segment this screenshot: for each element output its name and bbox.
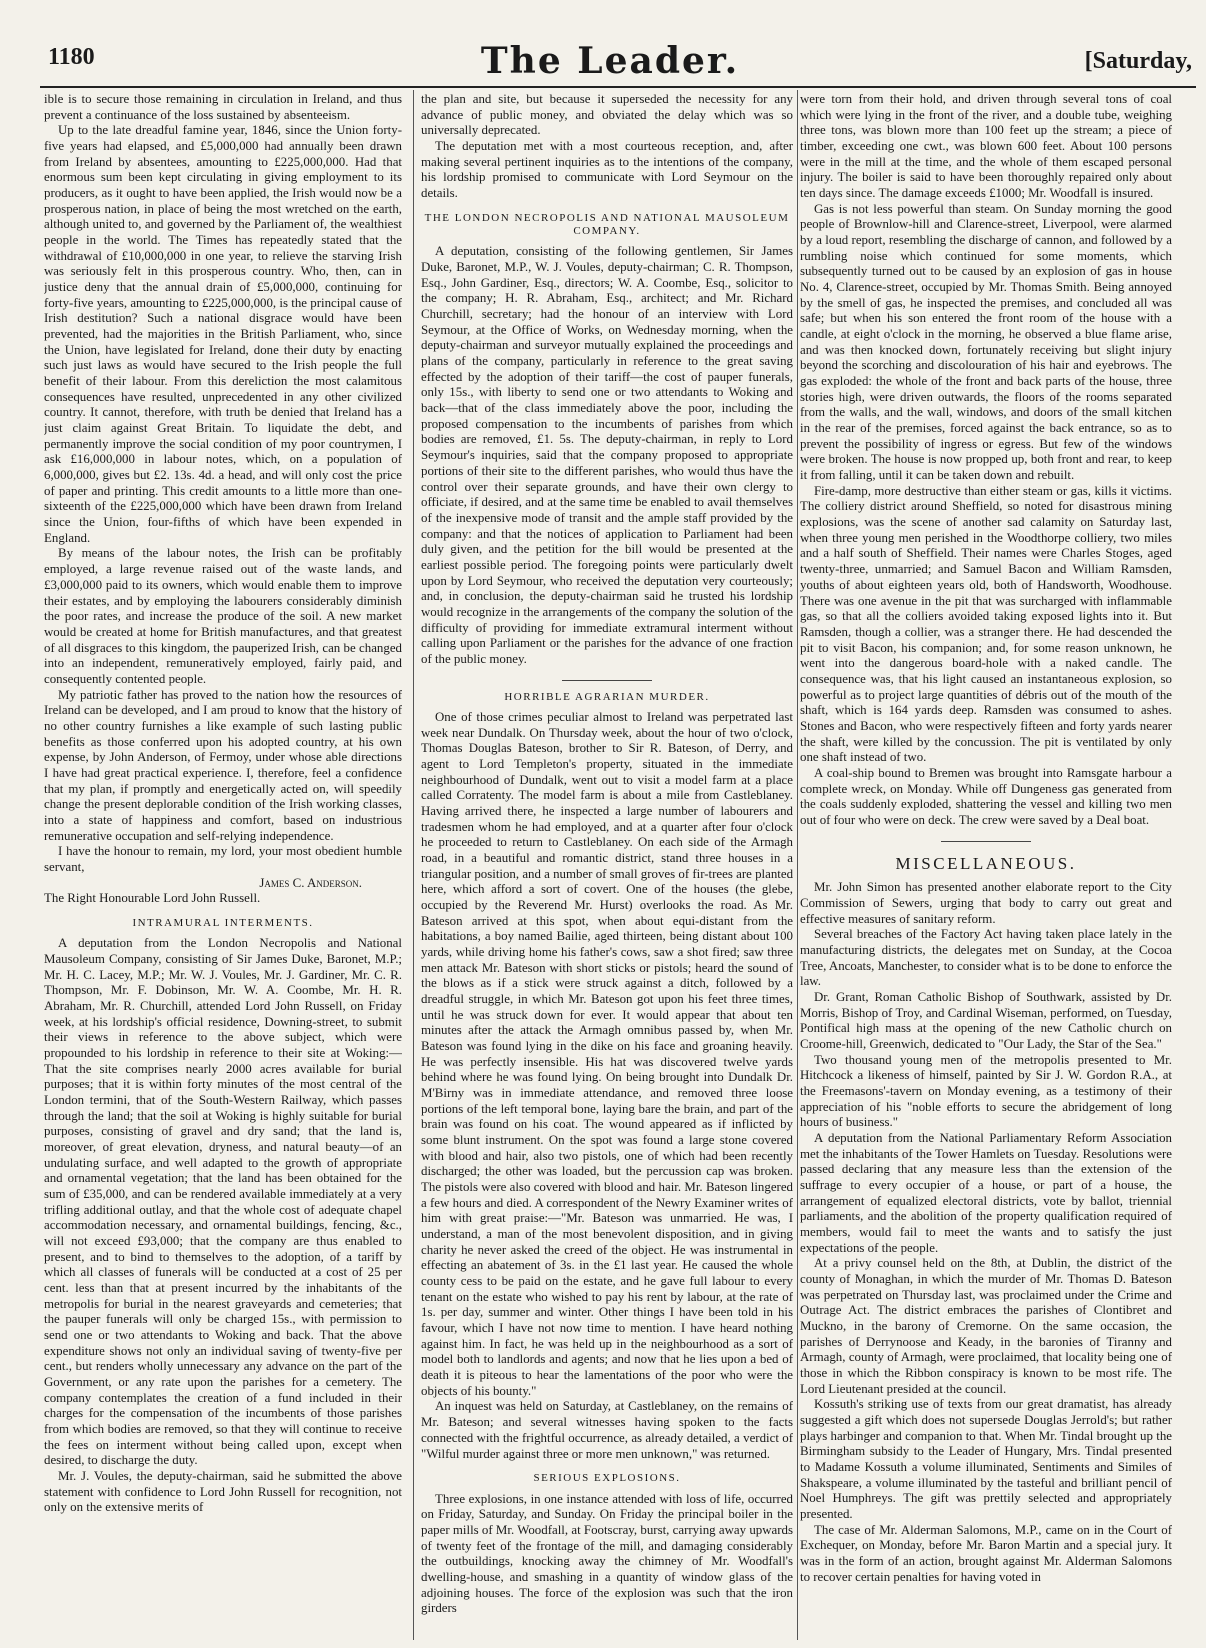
paragraph: Mr. J. Voules, the deputy-chairman, said he submitted the above statement with confidence to Lord John Russell for recognition, not only on the extensive merits of	[44, 1469, 402, 1515]
page-number: 1180	[48, 44, 95, 70]
paragraph: A deputation, consisting of the following gentlemen, Sir James Duke, Baronet, M.P., W. J. Voules, deputy-chairman; C. R. Thompson, Esq., John Gardiner, Esq., directors; W. A. Coombe, Esq., solicitor to the company; H. R. Abraham, Esq., architect; and Mr. Richard Churchill, secretary; had the honour of an interview with Lord Seymour, at the Office of Works, on Wednesday morning, when the deputy-chairman and surveyor mutually explained the proceedings and plans of the company, particularly in reference to the great saving effected by the adoption of their tariff—the cost of pauper funerals, only 15s., with liberty to send one or two attendants to Woking and back—that of the class immediately above the poor, including the proposed compensation to the incumbents of parishes from which bodies are removed, £1. 5s. The deputy-chairman, in reply to Lord Seymour's inquiries, said that the company proposed to appropriate portions of their site to the different parishes, who would thus have the control over their separate grounds, and have their own clergy to officiate, if desired, and at the same time be enabled to avail themselves of the inexpensive mode of transit and the ample staff provided by the company: and that the notices of application to Parliament had been duly given, and the petition for the bill would be presented at the earliest possible period. The foregoing points were particularly dwelt upon by Lord Seymour, who received the deputation very courteously; and, in conclusion, the deputy-chairman said he trusted his lordship would recognize in the arrangements of the company the solution of the difficulty of providing for immediate extramural interment without calling upon Parliament or the parishes for the advance of one fraction of the public money.	[421, 244, 793, 666]
section-heading: INTRAMURAL INTERMENTS.	[132, 916, 314, 929]
issue-day: [Saturday,	[1084, 48, 1192, 74]
masthead	[28, 40, 1192, 92]
paragraph: ible is to secure those remaining in circulation in Ireland, and thus prevent a continuance of the loss sustained by absenteeism.	[44, 92, 402, 122]
paragraph: By means of the labour notes, the Irish can be profitably employed, a large revenue raised out of the waste lands, and £3,000,000 paid to its owners, which would enable them to improve their estates, and by employing the labourers considerably diminish the poor rates, and increase the produce of the soil. A new market would be created at home for British manufactures, and that greatest of all disgraces to this kingdom, the pauperized Irish, can be changed into an independent, remuneratively employed, fairly paid, and consequently contented people.	[44, 546, 402, 686]
column-3	[800, 92, 1172, 1640]
paragraph: the plan and site, but because it superseded the necessity for any advance of public money, and obviated the delay which was so universally deprecated.	[421, 92, 793, 138]
column-divider	[797, 90, 798, 1640]
section-heading: MISCELLANEOUS.	[895, 853, 1077, 873]
paragraph: A deputation from the London Necropolis and National Mausoleum Company, consisting of Sir James Duke, Baronet, M.P.; Mr. H. C. Lacey, M.P.; Mr. W. J. Voules, Mr. J. Gardiner, Mr. C. R. Thompson, Mr. F. Dobinson, Mr. W. A. Coombe, Mr. H. R. Abraham, Mr. R. Churchill, attended Lord John Russell, on Friday week, at his lordship's official residence, Downing-street, to submit their views in reference to the above subject, which were propounded to his lordship in reference to their site at Woking:—That the site comprises nearly 2000 acres available for burial purposes; that it is within forty minutes of the most central of the London termini, that of the South-Western Railway, which passes through the land; that the soil at Woking is highly suitable for burial purposes, consisting of gravel and dry sand; that the land is, moreover, of great elevation, dryness, and natural beauty—of an undulating surface, and well adapted to the growth of appropriate and ornamental vegetation; that the land has been obtained for the sum of £35,000, and can be rendered available immediately at a very trifling additional outlay, and that the whole cost of adequate chapel accommodation necessary, and ornamental buildings, fencing, &c., will not exceed £93,000; that the company are thus enabled to present, and to bind to themselves to the adoption, of a tariff by which all classes of funerals will be conducted at a cost of 25 per cent. less than that at present incurred by the inhabitants of the metropolis for burial in the nearest graveyards and cemeteries; that the pauper funerals will only be charged 15s., with permission to send one or two attendants to Woking and back. That the above expenditure shows not only an individual saving of twenty-five per cent., but renders wholly unnecessary any advance on the part of the Government, or any rate upon the parishes for a cemetery. The company contemplates the creation of a fund included in their charges for the compensation of the incumbents of those parishes from which bodies are removed, so that they will continue to receive the fees on interment without being called upon, except when desired, to discharge the duty.	[44, 936, 402, 1468]
section-separator	[941, 841, 1031, 842]
column-1	[44, 92, 402, 1640]
paragraph: At a privy counsel held on the 8th, at Dublin, the district of the county of Monaghan, in which the murder of Mr. Thomas D. Bateson was perpetrated on Thursday last, was proclaimed under the Crime and Outrage Act. The district embraces the parishes of Clontibret and Muckno, in the barony of Cremorne. On the same occasion, the parishes of Derrynoose and Keady, in the baronies of Tiranny and Armagh, county of Armagh, were proclaimed, that locality being one of those in which the Ribbon conspiracy is known to be most rife. The Lord Lieutenant presided at the council.	[800, 1256, 1172, 1396]
column-divider	[413, 90, 414, 1640]
section-heading: THE LONDON NECROPOLIS AND NATIONAL MAUSOLEUM COMPANY.	[424, 211, 790, 238]
paragraph: The case of Mr. Alderman Salomons, M.P., came on in the Court of Exchequer, on Monday, before Mr. Baron Martin and a special jury. It was in the form of an action, brought against Mr. Alderman Salomons to recover certain penalties for having voted in	[800, 1522, 1172, 1584]
paragraph: The deputation met with a most courteous reception, and, after making several pertinent inquiries as to the intentions of the company, his lordship promised to communicate with Lord Seymour on the details.	[421, 139, 793, 201]
paragraph: Several breaches of the Factory Act having taken place lately in the manufacturing districts, the delegates met on Sunday, at the Cocoa Tree, Ancoats, Manchester, to consider what is to be done to enforce the law.	[800, 927, 1172, 989]
paragraph: My patriotic father has proved to the nation how the resources of Ireland can be developed, and I am proud to know that the history of no other country furnishes a like example of such lasting public benefits as those conferred upon his adopted country, at his own expense, by John Anderson, of Fermoy, under whose able directions I have had great practical experience. I, therefore, feel a confidence that my plan, if promptly and energetically acted on, will speedily change the present deplorable condition of the Irish working classes, into a state of happiness and comfort, based on industrious remunerative occupation and self-relying independence.	[44, 687, 402, 843]
column-2	[421, 92, 793, 1640]
paragraph: Mr. John Simon has presented another elaborate report to the City Commission of Sewers, urging that body to carry out great and effective measures of sanitary reform.	[800, 880, 1172, 926]
section-separator	[562, 680, 652, 681]
paragraph: A deputation from the National Parliamentary Reform Association met the inhabitants of the Tower Hamlets on Tuesday. Resolutions were passed declaring that any measure less than the extension of the suffrage to every occupier of a house, or part of a house, the arrangement of equalized electoral districts, vote by ballot, triennial parliaments, and the abolition of the property qualification required of members, would fail to meet the wants and to satisfy the just expectations of the people.	[800, 1130, 1172, 1255]
newspaper-title: The Leader.	[480, 40, 740, 82]
paragraph: One of those crimes peculiar almost to Ireland was perpetrated last week near Dundalk. On Thursday week, about the hour of two o'clock, Thomas Douglas Bateson, brother to Sir R. Bateson, of Derry, and agent to Lord Templeton's property, situated in the immediate neighbourhood of Dundalk, went out to visit a model farm at a place called Corratenty. The model farm is about a mile from Castleblaney. Having arrived there, he inspected a large number of labourers and tradesmen whom he had employed, and at a quarter after four o'clock he proceeded to return to Castleblaney. On each side of the Armagh road, in a beautiful and romantic district, stand three houses in a triangular position, and a number of small groves of fir-trees are planted here, which afford a sort of covert. One of the houses (the glebe, occupied by the Reverend Mr. Hurst) overlooks the road. As Mr. Bateson arrived at this spot, when about equi-distant from the habitations, a boy named Bailie, aged thirteen, being distant about 100 yards, while driving home his father's cows, saw a shot fired; saw three men attack Mr. Bateson with short sticks or pistols; heard the sound of the blows as if a stick were struck against a ditch, followed by a dreadful struggle, in which Mr. Bateson got upon his feet three times, until he was struck down for ever. It would appear that about ten minutes after the attack the Armagh omnibus passed by, when Mr. Bateson was found lying in the dike on his face and groaning heavily. He was perfectly insensible. His hat was discovered twelve yards behind where he was found lying. On being brought into Dundalk Dr. M'Birny was in immediate attendance, and removed three loose portions of the left temporal bone, laying bare the brain, and part of the brain was found on his coat. The wound appeared as if inflicted by some blunt instrument. On the spot was found a large stone covered with blood and hair, also two pistols, one of which had been recently discharged; the other was loaded, but the percussion cap was broken. The pistols were also covered with blood and hair. Mr. Bateson lingered a few hours and died. A correspondent of the Newry Examiner writes of him with great praise:—"Mr. Bateson was unmarried. He was, I understand, a man of the most benevolent disposition, and in giving charity he never asked the creed of the object. He was instrumental in effecting an abatement of 3s. in the £1 last year. He caused the whole county cess to be paid on the estate, and he gave full labour to every tenant on the estate who wished to pay his rent by labour, at the rate of 1s. per day, summer and winter. Other things I have been told in his favour, which I have not now time to mention. I have heard nothing against him. In fact, he was held up in the neighbourhood as a sort of model both to landlords and agents; and now that he lies upon a bed of death it is piteous to hear the lamentations of the poor who were the objects of his bounty."	[421, 709, 793, 1398]
paragraph: Fire-damp, more destructive than either steam or gas, kills it victims. The colliery district around Sheffield, so noted for disastrous mining explosions, was the scene of another sad calamity on Saturday last, when three young men perished in the Woodthorpe colliery, two miles and a half south of Sheffield. Their names were Charles Stoges, aged twenty-three, unmarried; and Samuel Bacon and William Ramsden, youths of about eighteen years old, both of Handsworth, Woodhouse. There was one avenue in the pit that was surcharged with inflammable gas, so that all the colliers avoided taking exposed lights into it. But Ramsden, though a collier, was a stranger there. He had descended the pit to visit Bacon, his companion; and, for some reason unknown, he went into the dangerous board-hole with a naked candle. The consequence was, that his light caused an instantaneous explosion, so powerful as to project large quantities of débris out of the mouth of the shaft, which is 164 yards deep. Ramsden was consumed to ashes. Stones and Bacon, who were respectively fifteen and forty yards nearer the shaft, were killed by the concussion. The pit is ventilated by only one shaft instead of two.	[800, 483, 1172, 765]
addressee: The Right Honourable Lord John Russell.	[44, 891, 261, 906]
paragraph: Two thousand young men of the metropolis presented to Mr. Hitchcock a likeness of himself, painted by Sir J. W. Gordon R.A., at the Freemasons'-tavern on Monday evening, as a testimony of their appreciation of his "noble efforts to secure the abridgement of long hours of business."	[800, 1052, 1172, 1130]
masthead-rule	[40, 86, 1196, 88]
paragraph: Gas is not less powerful than steam. On Sunday morning the good people of Brownlow-hill and Clarence-street, Liverpool, were alarmed by a loud report, resembling the discharge of cannon, and followed by a rumbling noise which continued for some moments, which subsequently turned out to be caused by an explosion of gas in house No. 4, Clarence-street, occupied by Mr. Thomas Smith. Being annoyed by the smell of gas, he inspected the premises, and concluded all was safe; but when his son entered the front room of the house with a candle, at eight o'clock in the morning, he observed a blue flame arise, and was then knocked down, fortunately receiving but slight injury beyond the scorching and discolouration of his hair and eyebrows. The gas exploded: the whole of the front and back parts of the house, three stories high, were driven outwards, the floors of the rooms separated from the walls, and the wall, windows, and doors of the small kitchen in the rear of the premises, forced against the back entrance, so as to prevent the possibility of ingress or egress. But few of the windows were broken. The house is now propped up, both front and rear, to keep it from falling, until it can be taken down and rebuilt.	[800, 201, 1172, 483]
paragraph: were torn from their hold, and driven through several tons of coal which were lying in the front of the river, and a double tube, weighing three tons, was blown more than 100 feet up the stream; a piece of timber, exceeding one cwt., was blown 600 feet. About 100 persons were in the mill at the time, and the whole of them escaped personal injury. The boiler is said to have been thoroughly repaired only about ten days since. The damage exceeds £1000; Mr. Woodfall is insured.	[800, 92, 1172, 201]
paragraph: A coal-ship bound to Bremen was brought into Ramsgate harbour a complete wreck, on Monday. While off Dungeness gas generated from the coals suddenly exploded, shattering the vessel and killing two men out of four who were on deck. The crew were saved by a Deal boat.	[800, 765, 1172, 827]
paragraph: Dr. Grant, Roman Catholic Bishop of Southwark, assisted by Dr. Morris, Bishop of Troy, and Cardinal Wiseman, performed, on Tuesday, Pontifical high mass at the opening of the new Catholic church on Croome-hill, Greenwich, dedicated to "Our Lady, the Star of the Sea."	[800, 989, 1172, 1051]
section-heading: HORRIBLE AGRARIAN MURDER.	[504, 690, 710, 703]
paragraph: Three explosions, in one instance attended with loss of life, occurred on Friday, Saturday, and Sunday. On Friday the principal boiler in the paper mills of Mr. Woodfall, at Footscray, burst, carrying away upwards of twenty feet of the frontage of the mill, and damaging considerably the outbuildings, knocking away the chimney of Mr. Woodfall's dwelling-house, and smashing in a quantity of window glass of the adjoining houses. The force of the explosion was such that the iron girders	[421, 1491, 793, 1616]
paragraph: Up to the late dreadful famine year, 1846, since the Union forty-five years had elapsed, and £5,000,000 had annually been drawn from Ireland by absentees, amounting to £225,000,000. Had that enormous sum been kept circulating in giving employment to its producers, as it ought to have been applied, the Irish would now be a prosperous nation, in place of being the most wretched on the earth, although united to, and governed by the Parliament of, the wealthiest people in the world. The Times has repeatedly stated that the withdrawal of £10,000,000 in one year, to relieve the starving Irish was seriously felt in this prosperous country. Who, then, can in justice deny that the annual drain of £5,000,000, continuing for forty-five years, amounting to £225,000,000, is the principal cause of Irish destitution? Such a national disgrace would have been prevented, had the majorities in the British Parliament, who, since the Union, have legislated for Ireland, done their duty by enacting such just laws as would have secured to the Irish people the full benefit of their labour. From this dereliction the most calamitous consequences have resulted, unprecedented in any other civilized country. It cannot, therefore, with truth be denied that Ireland has a just claim against Great Britain. To liquidate the debt, and permanently improve the social condition of my poor countrymen, I ask £16,000,000 in labour notes, which, on a population of 6,000,000, gives but £2. 13s. 4d. a head, and will only cost the price of paper and printing. This credit amounts to a little more than one-sixteenth of the £225,000,000 which have been drawn from Ireland since the Union, four-fifths of which have been expended in England.	[44, 123, 402, 545]
section-heading: SERIOUS EXPLOSIONS.	[533, 1472, 681, 1485]
paragraph: Kossuth's striking use of texts from our great dramatist, has already suggested a gift which does not supersede Douglas Jerrold's; but rather plays harbinger and companion to that. When Mr. Tindal brought up the Birmingham subsidy to the Leader of Hungary, Mrs. Tindal presented to Madame Kossuth a volume illuminated, Sentiments and Similes of Shakspeare, a volume illuminated by the tasteful and brilliant pencil of Noel Humphreys. The gift was prettily selected and appropriately presented.	[800, 1397, 1172, 1522]
paragraph: An inquest was held on Saturday, at Castleblaney, on the remains of Mr. Bateson; and several witnesses having spoken to the facts connected with the frightful occurrence, as already detailed, a verdict of "Wilful murder against three or more men unknown," was returned.	[421, 1399, 793, 1461]
paragraph: I have the honour to remain, my lord, your most obedient humble servant,	[44, 844, 402, 874]
signature: James C. Anderson.	[259, 875, 362, 890]
